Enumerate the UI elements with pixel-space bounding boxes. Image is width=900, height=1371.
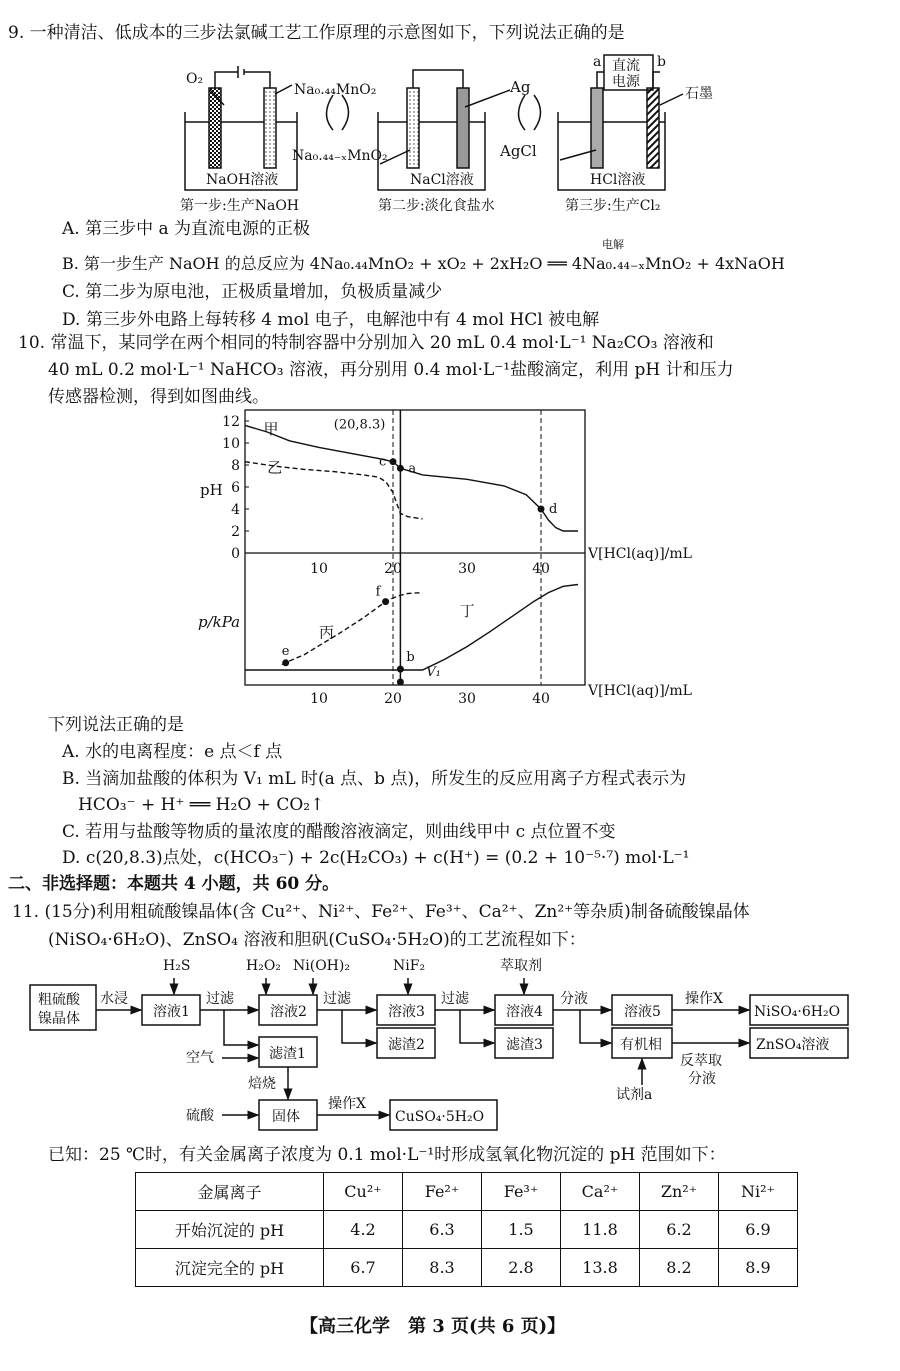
operation-x-label: 操作X	[685, 991, 723, 1007]
table-cell: 6.3	[403, 1211, 482, 1249]
table-header: Fe²⁺	[403, 1173, 482, 1211]
table-cell: 6.9	[719, 1211, 798, 1249]
x-axis-label-top: V[HCl(aq)]/mL	[588, 546, 692, 562]
water-leach-label: 水浸	[100, 991, 128, 1007]
point-label-d: d	[549, 502, 558, 517]
table-cell: 8.2	[640, 1249, 719, 1287]
y-tick-label: 2	[231, 524, 240, 540]
cuso4-product: CuSO₄·5H₂O	[395, 1109, 485, 1125]
point-v1	[397, 679, 404, 686]
q10-option-b-equation: HCO₃⁻ + H⁺ ══ H₂O + CO₂↑	[78, 795, 325, 815]
separation-label: 分液	[560, 991, 588, 1007]
point-label-e: e	[281, 643, 290, 659]
table-header-row	[136, 1173, 798, 1211]
y-tick-label: 10	[222, 436, 240, 452]
table-cell: 1.5	[482, 1211, 561, 1249]
point-c	[390, 458, 397, 465]
niso4-product: NiSO₄·6H₂O	[754, 1004, 841, 1020]
power-label-1: 直流	[612, 58, 640, 74]
filter-label-2: 过滤	[323, 991, 351, 1007]
back-separation-label: 分液	[688, 1071, 716, 1087]
table-cell: 4.2	[324, 1211, 403, 1249]
nioh2-label: Ni(OH)₂	[293, 958, 350, 974]
residue-3: 滤渣3	[506, 1037, 543, 1053]
q10-option-b: B. 当滴加盐酸的体积为 V₁ mL 时(a 点、b 点)，所发生的反应用离子方程式表示为	[62, 769, 687, 789]
point-e	[282, 659, 289, 666]
known-info: 已知：25 ℃时，有关金属离子浓度为 0.1 mol·L⁻¹时形成氢氧化物沉淀的 pH 范围如下：	[48, 1145, 726, 1165]
series-label: 丁	[459, 602, 475, 620]
section-heading: 二、非选择题：本题共 4 小题，共 60 分。	[8, 874, 340, 894]
q11-stem-2: (NiSO₄·6H₂O)、ZnSO₄ 溶液和胆矾(CuSO₄·5H₂O)的工艺流程如下：	[48, 930, 586, 950]
x-tick-label-bottom: 40	[532, 691, 550, 707]
series-label: 甲	[263, 420, 279, 439]
graphite-label: 石墨	[685, 86, 713, 102]
point-f	[382, 598, 389, 605]
table-header: Ca²⁺	[561, 1173, 640, 1211]
point-a	[397, 465, 404, 472]
o2-label: O₂	[186, 71, 204, 87]
x-tick-label-top: 20	[384, 561, 402, 577]
precipitation-ph-table	[135, 1172, 798, 1287]
point-label-a: a	[408, 461, 417, 477]
y-tick-label: 4	[231, 502, 240, 518]
raw-material-label-1: 粗硫酸	[38, 992, 80, 1008]
table-header: Fe³⁺	[482, 1173, 561, 1211]
y-axis-label-ph: pH	[200, 481, 223, 499]
q10-question: 下列说法正确的是	[48, 715, 184, 735]
solution-4: 溶液4	[506, 1004, 543, 1020]
series-甲	[245, 425, 578, 531]
x-tick-label-bottom: 20	[384, 691, 402, 707]
h2o2-label: H₂O₂	[246, 958, 281, 974]
step2-caption: 第二步:淡化食盐水	[378, 198, 495, 214]
table-cell: 13.8	[561, 1249, 640, 1287]
x-tick-label-top: 30	[458, 561, 476, 577]
solution-5: 溶液5	[624, 1004, 661, 1020]
q9-option-d: D. 第三步外电路上每转移 4 mol 电子，电解池中有 4 mol HCl 被电解	[62, 310, 600, 330]
step1-caption: 第一步:生产NaOH	[180, 198, 299, 214]
table-cell: 11.8	[561, 1211, 640, 1249]
terminal-a: a	[593, 54, 602, 70]
x-tick-label-top: 40	[532, 561, 550, 577]
q10-option-d: D. c(20,8.3)点处，c(HCO₃⁻) + 2c(H₂CO₃) + c(H⁺) = (0.2 + 10⁻⁵·⁷) mol·L⁻¹	[62, 848, 690, 868]
nif2-label: NiF₂	[393, 958, 426, 974]
air-label: 空气	[186, 1050, 214, 1066]
table-cell: 2.8	[482, 1249, 561, 1287]
y-axis-label-pressure: p/kPa	[198, 613, 241, 631]
residue-1: 滤渣1	[269, 1046, 306, 1062]
x-tick-label-top: 10	[310, 561, 328, 577]
raw-material-label-2: 镍晶体	[38, 1011, 80, 1027]
table-header: Ni²⁺	[719, 1173, 798, 1211]
point-annotation: (20,8.3)	[333, 417, 386, 433]
y-tick-label: 0	[231, 546, 240, 562]
x-axis-label-bottom: V[HCl(aq)]/mL	[588, 683, 692, 699]
naoh-solution: NaOH溶液	[206, 172, 279, 188]
q10-stem-2: 40 mL 0.2 mol·L⁻¹ NaHCO₃ 溶液，再分别用 0.4 mol·L⁻¹盐酸滴定，利用 pH 计和压力	[48, 360, 734, 380]
table-row	[136, 1211, 798, 1249]
table-cell: 6.2	[640, 1211, 719, 1249]
electrolysis-diagram	[180, 50, 740, 220]
residue-2: 滤渣2	[388, 1037, 425, 1053]
table-cell: 6.7	[324, 1249, 403, 1287]
titration-chart	[190, 405, 710, 715]
point-label-c: c	[379, 454, 387, 470]
q10-stem-1: 10. 常温下，某同学在两个相同的特制容器中分别加入 20 mL 0.4 mol·L⁻¹ Na₂CO₃ 溶液和	[18, 333, 714, 353]
sulfuric-acid-label: 硫酸	[186, 1108, 214, 1124]
series-label: 丙	[319, 623, 335, 642]
na044x-label: Na₀.₄₄₋ₓMnO₂	[292, 148, 388, 164]
agcl-label: AgCl	[500, 142, 537, 160]
y-tick-label: 6	[231, 480, 240, 496]
h2s-label: H₂S	[163, 958, 191, 974]
roast-label: 焙烧	[248, 1076, 276, 1092]
table-cell: 8.3	[403, 1249, 482, 1287]
q10-option-a: A. 水的电离程度：e 点＜f 点	[62, 742, 283, 762]
extractant-label: 萃取剂	[500, 958, 542, 974]
solution-3: 溶液3	[388, 1004, 425, 1020]
ag-label: Ag	[510, 78, 531, 96]
table-cell: 沉淀完全的 pH	[136, 1249, 324, 1287]
process-flowchart	[0, 950, 900, 1140]
point-label-b: b	[406, 650, 415, 666]
v1-label: V₁	[426, 665, 441, 680]
back-extraction-label: 反萃取	[680, 1053, 722, 1069]
filter-label-3: 过滤	[441, 991, 469, 1007]
nacl-solution: NaCl溶液	[410, 172, 474, 188]
x-tick-label-bottom: 10	[310, 691, 328, 707]
series-丙	[282, 593, 423, 665]
operation-x-label-2: 操作X	[328, 1096, 366, 1112]
point-b	[397, 666, 404, 673]
x-tick-label-bottom: 30	[458, 691, 476, 707]
q11-stem-1: 11. (15分)利用粗硫酸镍晶体(含 Cu²⁺、Ni²⁺、Fe²⁺、Fe³⁺、Ca²⁺、Zn²⁺等杂质)制备硫酸镍晶体	[12, 902, 750, 922]
series-label: 乙	[267, 458, 283, 477]
organic-phase: 有机相	[620, 1037, 662, 1053]
solid-box: 固体	[272, 1109, 300, 1125]
hcl-solution: HCl溶液	[590, 172, 646, 188]
q9-stem: 9. 一种清洁、低成本的三步法氯碱工艺工作原理的示意图如下，下列说法正确的是	[8, 23, 625, 43]
q9-option-a: A. 第三步中 a 为直流电源的正极	[62, 219, 311, 239]
table-cell: 8.9	[719, 1249, 798, 1287]
page-footer: 【高三化学 第 3 页(共 6 页)】	[300, 1316, 566, 1337]
point-label-f: f	[375, 584, 381, 600]
filter-label-1: 过滤	[206, 991, 234, 1007]
y-tick-label: 12	[222, 414, 240, 430]
table-row	[136, 1249, 798, 1287]
reagent-a-label: 试剂a	[616, 1087, 653, 1103]
chart-frame	[245, 410, 585, 685]
znso4-product: ZnSO₄溶液	[756, 1037, 830, 1053]
q9-option-b: B. 第一步生产 NaOH 的总反应为 4Na₀.₄₄MnO₂ + xO₂ + 2xH₂O ══ 4Na₀.₄₄₋ₓMnO₂ + 4xNaOH	[62, 254, 785, 273]
na044-label: Na₀.₄₄MnO₂	[294, 82, 377, 98]
table-cell: 开始沉淀的 pH	[136, 1211, 324, 1249]
solution-1: 溶液1	[153, 1004, 190, 1020]
step3-caption: 第三步:生产Cl₂	[565, 198, 661, 214]
point-d	[538, 506, 545, 513]
y-tick-label: 8	[231, 458, 240, 474]
q9-option-c: C. 第二步为原电池，正极质量增加，负极质量减少	[62, 282, 443, 302]
q10-option-c: C. 若用与盐酸等物质的量浓度的醋酸溶液滴定，则曲线甲中 c 点位置不变	[62, 822, 616, 842]
power-label-2: 电源	[612, 74, 640, 90]
table-header: Zn²⁺	[640, 1173, 719, 1211]
q10-stem-3: 传感器检测，得到如图曲线。	[48, 387, 269, 407]
solution-2: 溶液2	[270, 1004, 307, 1020]
table-header: Cu²⁺	[324, 1173, 403, 1211]
terminal-b: b	[657, 54, 666, 70]
table-header: 金属离子	[136, 1173, 324, 1211]
electrolysis-condition: 电解	[602, 238, 624, 251]
